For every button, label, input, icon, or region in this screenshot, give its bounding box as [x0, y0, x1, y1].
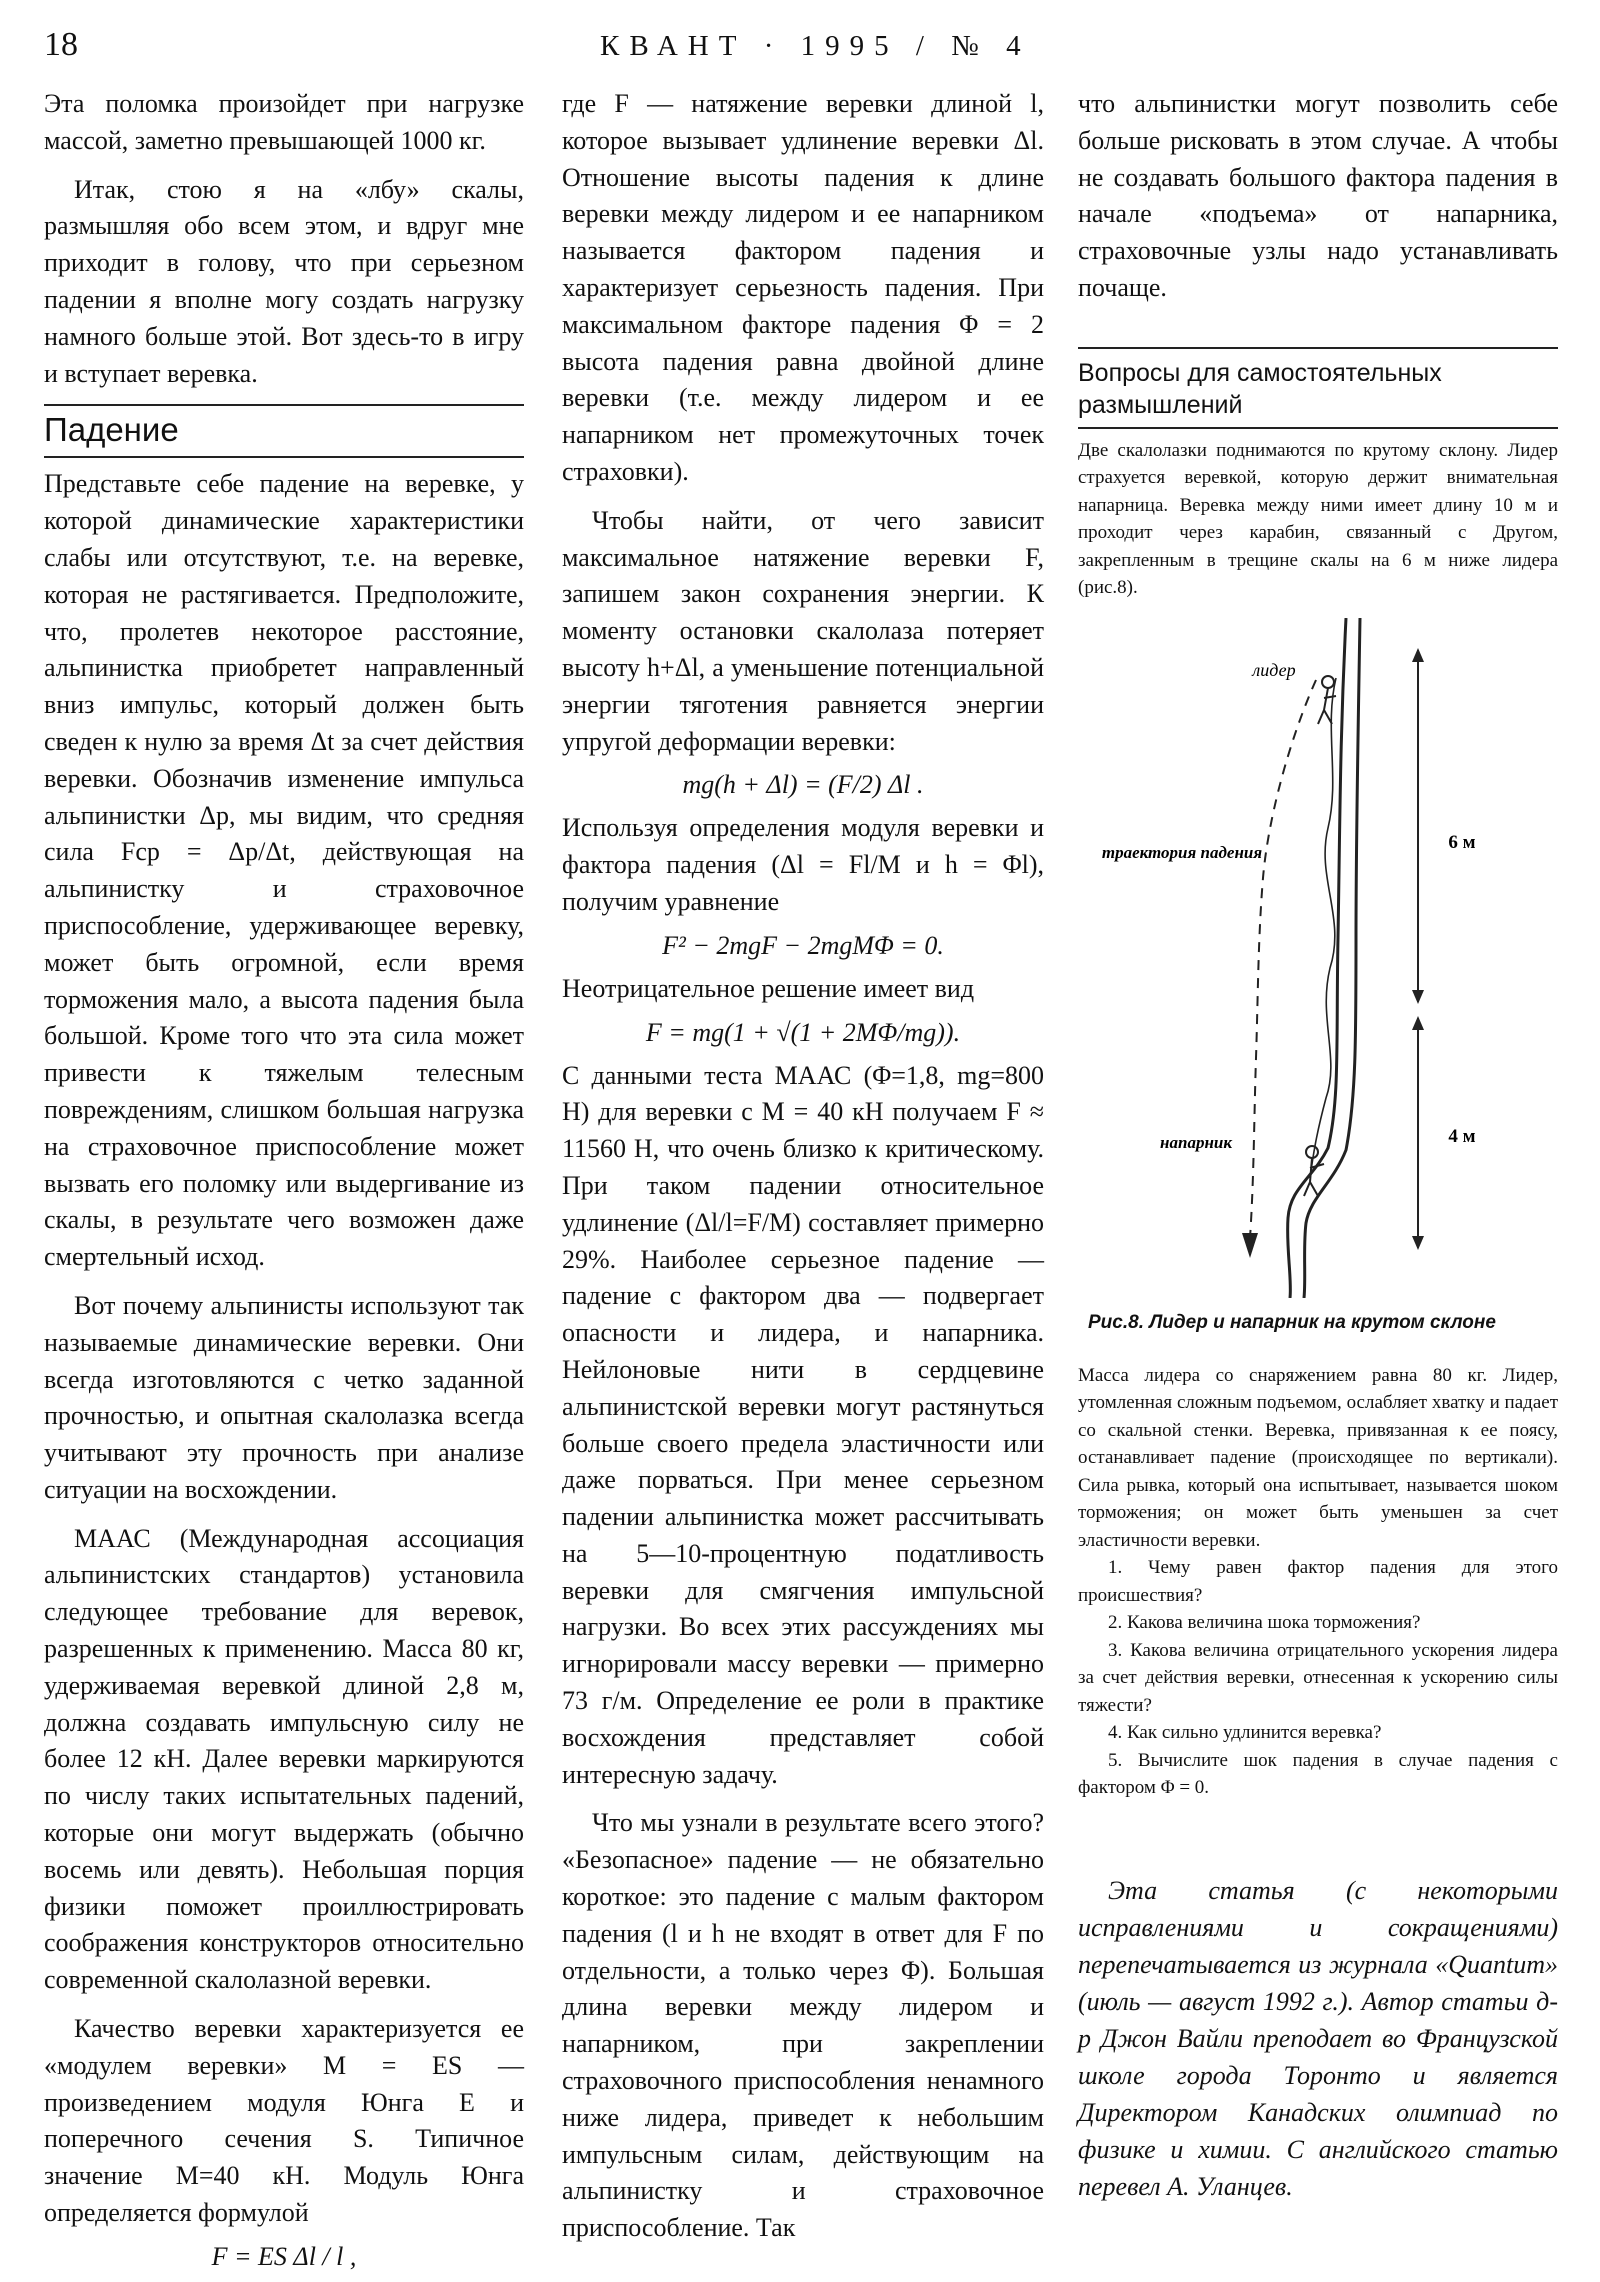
climbing-diagram	[1078, 618, 1558, 1298]
formula: F = mg(1 + √(1 + 2MΦ/mg)).	[645, 1017, 961, 1047]
label-trajectory: траектория падения	[1101, 842, 1263, 862]
paragraph: Качество веревки характеризуется ее «модулем веревки» M = ES — произведением модуля Юнга E и поперечного сечения S. Типичное значение M=40 кН. Модуль Юнга определяется формулой	[44, 2014, 524, 2228]
paragraph: Представьте себе падение на веревке, у которой динамические характеристики слабы или отсутствуют, т.е. на веревке, которая не растягивается. Предположите, что, пролетев некоторое расстояние, альпинистка приобретет направленный вниз импульс, который должен быть сведен к нулю за время Δt за счет действия веревки. Обозначив изменение импульса альпинистки Δp, мы видим, что средняя сила Fср = Δp/Δt, действующая на альпинистку и страховочное приспособление, удерживающее веревку, может быть огромной, если время торможения мало, а высота падения была большой. Кроме того что эта сила может привести к тяжелым телесным повреждениям, слишком большая нагрузка на страховочное приспособление может вызвать его поломку или выдергивание из скалы, в результате чего возможен даже смертельный исход.	[44, 469, 524, 1272]
section-heading-block	[44, 404, 524, 450]
dim-arrow	[1412, 648, 1424, 662]
section-heading: Падение	[44, 411, 179, 449]
paragraph: Масса лидера со снаряжением равна 80 кг. Лидер, утомленная сложным подъемом, ослабляет хватку и падает со скальной стенки. Веревка, привязанная к ее поясу, останавливает падение (происходящее по вертикали). Сила рывка, который она испытывает, называется шоком торможения; он может быть уменьшен за счет эластичности веревки.	[1078, 1364, 1558, 1551]
journal-title: КВАНТ · 1995 / № 4	[600, 30, 1031, 62]
label-partner: напарник	[1160, 1132, 1232, 1152]
paragraph: Чтобы найти, от чего зависит максимальное натяжение веревки F, запишем закон сохранения энергии. К моменту остановки скалолаза потеряет высоту h+Δl, а уменьшение потенциальной энергии тяготения равняется энергии упругой деформации веревки:	[562, 505, 1044, 756]
formula: mg(h + Δl) = (F/2) Δl .	[682, 770, 924, 800]
column-1	[44, 86, 524, 2282]
label-leader: лидер	[1252, 659, 1296, 680]
formula: F² − 2mgF − 2mgMΦ = 0.	[662, 930, 944, 960]
column-2	[562, 86, 1044, 2247]
paragraph: Итак, стою я на «лбу» скалы, размышляя обо всем этом, и вдруг мне приходит в голову, что при серьезном падении я вполне могу создать нагрузку намного больше этой. Вот здесь-то в игру и вступает веревка.	[44, 174, 524, 388]
column-3	[1078, 86, 1558, 2205]
divider	[44, 456, 524, 458]
dim-arrow	[1412, 1016, 1424, 1030]
question: 2. Какова величина шока торможения?	[1108, 1612, 1421, 1634]
figure-8	[1078, 618, 1558, 1298]
paragraph: МААС (Международная ассоциация альпинистских стандартов) установила следующее требование для веревок, разрешенных к применению. Масса 80 кг, удерживаемая веревкой длиной 2,8 м, должна создавать импульсную силу не более 12 кН. Далее веревки маркируются по числу таких испытательных падений, которые они могут выдержать (обычно восемь или девять). Небольшая порция физики поможет проиллюстрировать соображения конструкторов относительно современной скалолазной веревки.	[44, 1523, 524, 1995]
formula: F = ES Δl / l ,	[211, 2241, 357, 2271]
paragraph: Используя определения модуля веревки и фактора падения (Δl = Fl/M и h = Φl), получим уравнение	[562, 813, 1044, 916]
question: 4. Как сильно удлинится веревка?	[1108, 1722, 1382, 1744]
divider	[1078, 427, 1558, 429]
label-4m: 4 м	[1448, 1125, 1476, 1147]
problem-text	[1078, 1362, 1558, 1802]
figure-caption: Рис.8. Лидер и напарник на крутом склоне	[1088, 1311, 1496, 1333]
fall-arrow-head	[1242, 1233, 1258, 1258]
paragraph: С данными теста МААС (Φ=1,8, mg=800 Н) для веревки с M = 40 кН получаем F ≈ 11560 Н, что очень близко к критическому. При таком падении относительное удлинение (Δl/l=F/M) составляет примерно 29%. Наиболее серьезное падение — падение с фактором два — подвергает опасности и лидера, и напарника. Нейлоновые нити в сердцевине альпинистской веревки могут растянуться больше своего предела эластичности или даже порваться. При менее серьезном падении альпинистка может рассчитывать на 5—10-процентную податливость веревки для смягчения импульсной нагрузки. Во всех этих рассуждениях мы игнорировали массу веревки — примерно 73 г/м. Определение ее роли в практике восхождения представляет собой интересную задачу.	[562, 1060, 1044, 1789]
paragraph: где F — натяжение веревки длиной l, которое вызывает удлинение веревки Δl. Отношение высоты падения к длине веревки между лидером и ее напарником называется фактором падения и характеризует серьезность падения. При максимальном факторе падения Φ = 2 высота падения равна двойной длине веревки (т.е. между лидером и ее напарником нет промежуточных точек страховки).	[562, 89, 1044, 486]
label-6m: 6 м	[1448, 831, 1476, 853]
paragraph: Вот почему альпинисты используют так называемые динамические веревки. Они всегда изготовляются с четко заданной прочностью, и опытная скалолазка всегда учитывают эту прочность при анализе ситуации на восхождении.	[44, 1290, 524, 1504]
page-number: 18	[44, 26, 78, 63]
paragraph: что альпинистки могут позволить себе больше рисковать в этом случае. А чтобы не создавать большого фактора падения в начале «подъема» от напарника, страховочные узлы надо устанавливать почаще.	[1078, 89, 1558, 302]
section-heading: Вопросы для самостоятельных размышлений	[1078, 358, 1442, 419]
page-header	[0, 22, 1600, 72]
question: 1. Чему равен фактор падения для этого происшествия?	[1078, 1557, 1558, 1606]
paragraph: Эта поломка произойдет при нагрузке массой, заметно превышающей 1000 кг.	[44, 89, 524, 155]
paragraph: Неотрицательное решение имеет вид	[562, 973, 975, 1003]
problem-intro	[1078, 437, 1558, 602]
question: 5. Вычислите шок падения в случае падения с фактором Φ = 0.	[1078, 1749, 1558, 1799]
paragraph: Эта статья (с некоторыми исправлениями и сокращениями) перепечатывается из журнала «Quantum» (июль — август 1992 г.). Автор статьи д-р Джон Вайли преподает во Французской школе города Торонто и является Директором Канадских олимпиад по физике и химии. С английского статью перевел А. Уланцев.	[1078, 1875, 1558, 2201]
section-heading-block	[1078, 347, 1558, 421]
leader-figure	[1322, 676, 1334, 688]
paragraph: Что мы узнали в результате всего этого? «Безопасное» падение — не обязательно короткое: это падение с малым фактором падения (l и h не входят в ответ для F по отдельности, а только через Φ). Большая длина веревки между лидером и напарником, при закреплении страховочного приспособления ненамного ниже лидера, приведет к небольшим импульсным силам, действующим на альпинистку и страховочное приспособление. Так	[562, 1808, 1044, 2243]
editorial-note	[1078, 1872, 1558, 2205]
rope	[1310, 678, 1336, 1178]
question: 3. Какова величина отрицательного ускорения лидера за счет действия веревки, отнесенная к ускорению силы тяжести?	[1078, 1639, 1558, 1716]
dim-arrow	[1412, 1236, 1424, 1250]
dim-arrow	[1412, 990, 1424, 1004]
paragraph: Две скалолазки поднимаются по крутому склону. Лидер страхуется веревкой, которую держит внимательная напарница. Веревка между ними имеет длину 10 м и проходит через карабин, связанный с Другом, закрепленным в трещине скалы на 6 м ниже лидера (рис.8).	[1078, 439, 1558, 599]
partner-figure	[1306, 1146, 1318, 1158]
